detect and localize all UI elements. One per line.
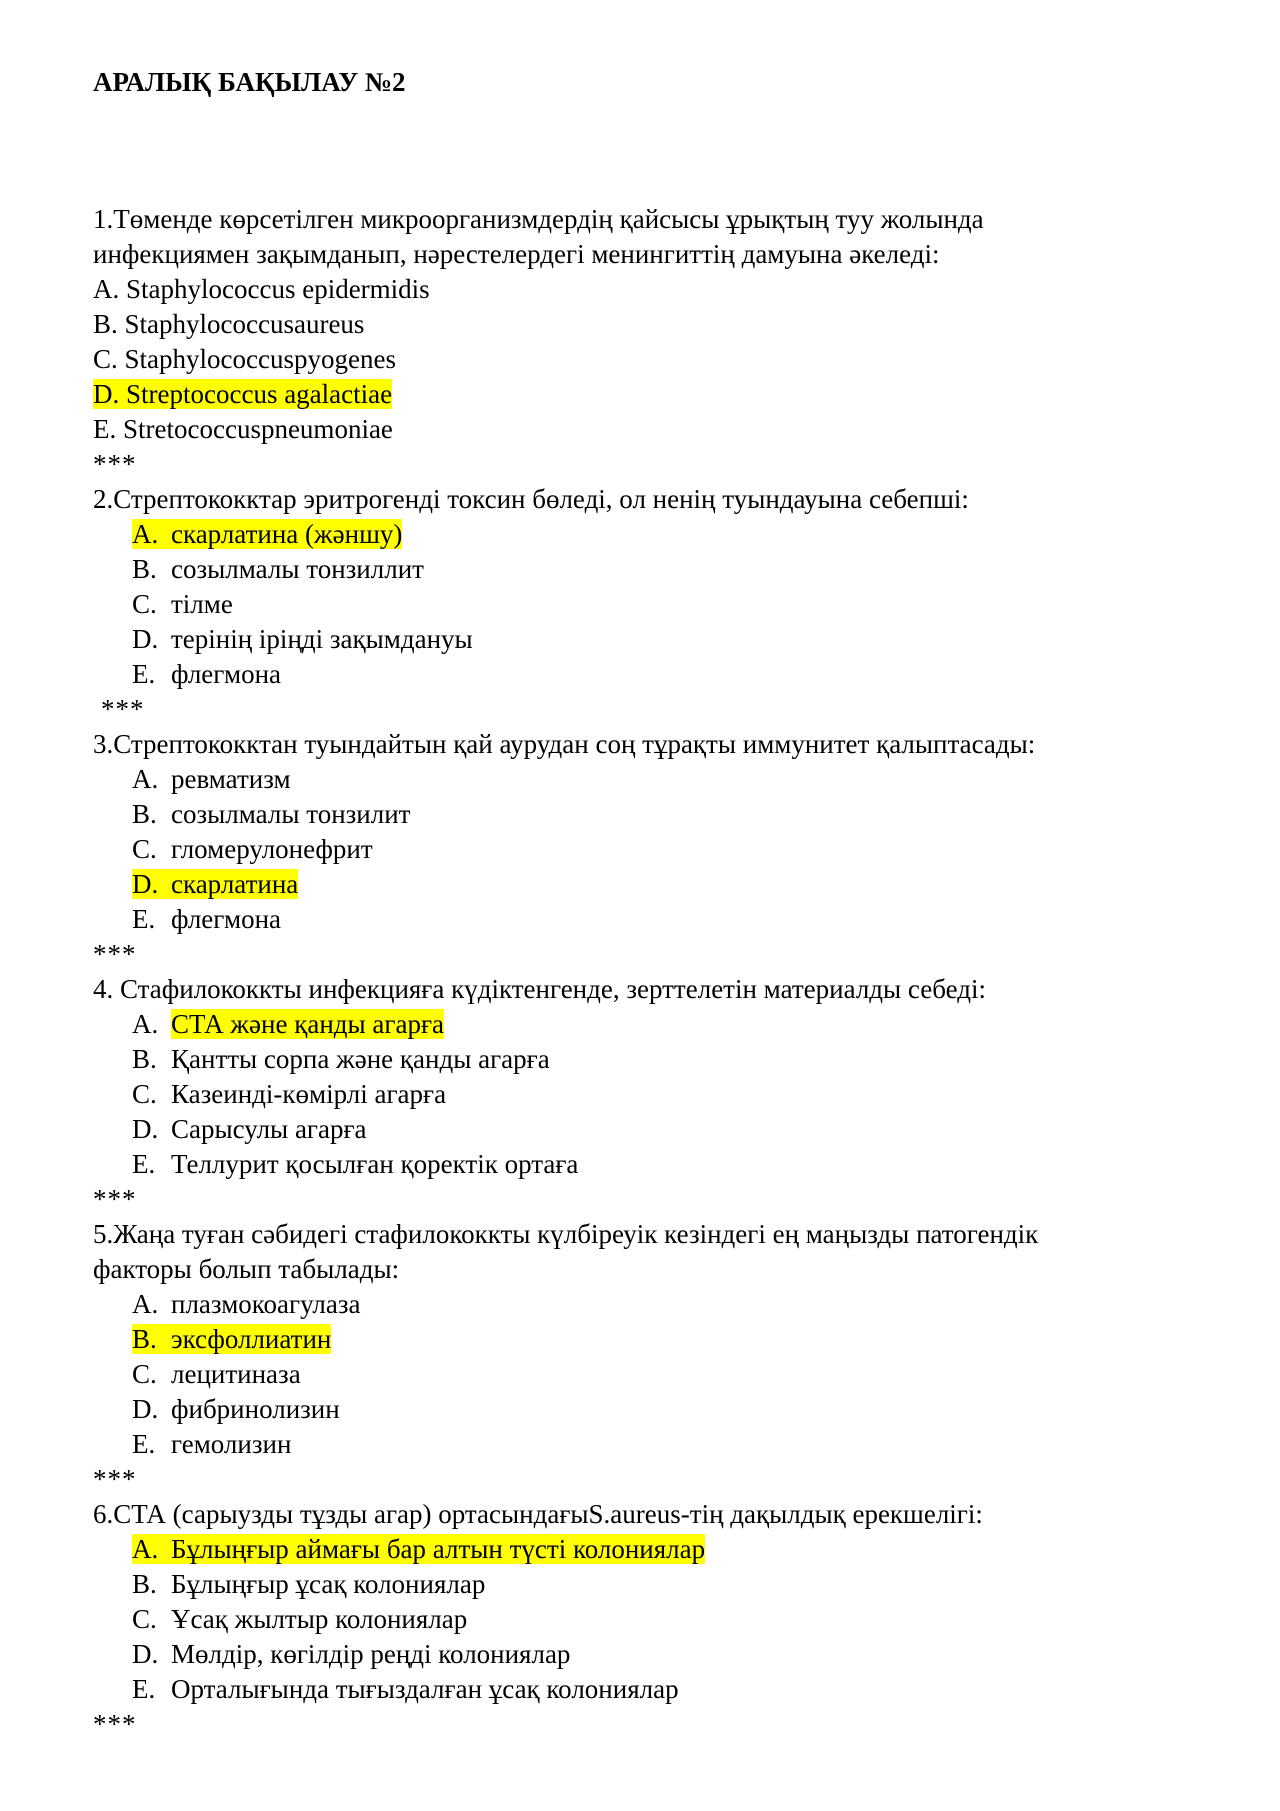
option-letter: A. xyxy=(132,1534,159,1564)
question-1-option-d-correct xyxy=(93,377,1193,412)
option-letter: A. xyxy=(132,1009,159,1039)
option-letter: D. xyxy=(132,1114,159,1144)
question-separator: *** xyxy=(93,1709,137,1739)
question-2-text-line-1: 2.Стрептококктар эритрогенді токсин бөледі, ол ненің туындауына себепші: xyxy=(93,484,969,514)
correct-answer-highlight xyxy=(132,519,402,549)
option-letter: E. xyxy=(132,659,156,689)
question-3-option-b xyxy=(93,797,1193,832)
question-2 xyxy=(93,482,1193,727)
question-separator: *** xyxy=(93,449,137,479)
option-letter: E. xyxy=(132,1674,156,1704)
option-letter: E. xyxy=(132,1429,156,1459)
question-3 xyxy=(93,727,1193,972)
option-letter: C. xyxy=(132,1359,157,1389)
option-letter: B. xyxy=(93,309,118,339)
option-letter: D. xyxy=(93,379,120,409)
question-5-option-c xyxy=(93,1357,1193,1392)
question-2-option-e xyxy=(93,657,1193,692)
option-text: фибринолизин xyxy=(171,1394,340,1424)
question-1-option-e xyxy=(93,412,1193,447)
option-letter: E. xyxy=(93,414,117,444)
option-letter: C. xyxy=(93,344,118,374)
option-letter: C. xyxy=(132,1079,157,1109)
question-3-option-c xyxy=(93,832,1193,867)
question-separator: *** xyxy=(93,939,137,969)
question-list xyxy=(93,202,1193,1742)
option-letter: D. xyxy=(132,1394,159,1424)
document-title: АРАЛЫҚ БАҚЫЛАУ №2 xyxy=(93,67,406,97)
option-text: Орталығында тығыздалған ұсақ колониялар xyxy=(171,1674,679,1704)
question-6-option-a-correct xyxy=(93,1532,1193,1567)
option-text: гломерулонефрит xyxy=(171,834,373,864)
option-letter: C. xyxy=(132,589,157,619)
option-text: Мөлдір, көгілдір реңді колониялар xyxy=(171,1639,571,1669)
correct-answer-highlight xyxy=(132,1324,331,1354)
question-5 xyxy=(93,1217,1193,1497)
option-letter: D. xyxy=(132,624,159,654)
question-3-option-a xyxy=(93,762,1193,797)
question-2-option-a-correct xyxy=(93,517,1193,552)
option-letter: B. xyxy=(132,799,157,829)
option-letter: A. xyxy=(93,274,120,304)
option-text: ревматизм xyxy=(171,764,291,794)
option-letter: E. xyxy=(132,904,156,934)
option-letter: C. xyxy=(132,1604,157,1634)
question-6-option-d xyxy=(93,1637,1193,1672)
option-text: Stretococcuspneumoniae xyxy=(123,414,393,444)
correct-answer-highlight xyxy=(132,1534,705,1564)
option-text: тілме xyxy=(171,589,233,619)
correct-answer-highlight xyxy=(171,1009,444,1039)
option-letter: A. xyxy=(132,1289,159,1319)
option-text: Staphylococcus epidermidis xyxy=(126,274,430,304)
question-1-text-line-2: инфекциямен зақымданып, нәрестелердегі менингиттің дамуына әкеледі: xyxy=(93,239,940,269)
option-text: гемолизин xyxy=(171,1429,292,1459)
question-1-text-line-1: 1.Төменде көрсетілген микроорганизмдердің қайсысы ұрықтың туу жолында xyxy=(93,204,984,234)
question-1-option-a xyxy=(93,272,1193,307)
option-text: скарлатина (жәншу) xyxy=(171,519,403,549)
question-4-option-b xyxy=(93,1042,1193,1077)
question-4-text-line-1: 4. Стафилококкты инфекцияға күдіктенгенде, зерттелетін материалды себеді: xyxy=(93,974,986,1004)
option-text: созылмалы тонзилит xyxy=(171,799,411,829)
option-letter: E. xyxy=(132,1149,156,1179)
question-4 xyxy=(93,972,1193,1217)
option-text: Ұсақ жылтыр колониялар xyxy=(171,1604,468,1634)
question-2-option-b xyxy=(93,552,1193,587)
question-6-text-line-1: 6.СТА (сарыузды тұзды агар) ортасындағыS.aureus-тің дақылдық ерекшелігі: xyxy=(93,1499,983,1529)
question-separator: *** xyxy=(93,1184,137,1214)
correct-answer-highlight xyxy=(93,379,392,409)
question-3-option-d-correct xyxy=(93,867,1193,902)
option-letter: D. xyxy=(132,1639,159,1669)
question-separator: *** xyxy=(93,1464,137,1494)
option-text: плазмокоагулаза xyxy=(171,1289,361,1319)
question-4-option-d xyxy=(93,1112,1193,1147)
option-text: Казеинді-көмірлі агарға xyxy=(171,1079,447,1109)
question-5-option-a xyxy=(93,1287,1193,1322)
question-4-option-e xyxy=(93,1147,1193,1182)
option-text: созылмалы тонзиллит xyxy=(171,554,424,584)
question-6-option-c xyxy=(93,1602,1193,1637)
question-6-option-b xyxy=(93,1567,1193,1602)
question-2-option-d xyxy=(93,622,1193,657)
option-letter: A. xyxy=(132,764,159,794)
option-letter: C. xyxy=(132,834,157,864)
option-text: Сарысулы агарға xyxy=(171,1114,367,1144)
question-3-text-line-1: 3.Стрептококктан туындайтын қай аурудан соң тұрақты иммунитет қалыптасады: xyxy=(93,729,1036,759)
option-text: Бұлыңғыр аймағы бар алтын түсті колониялар xyxy=(171,1534,706,1564)
option-text: Staphylococcusaureus xyxy=(124,309,365,339)
option-text: скарлатина xyxy=(171,869,299,899)
question-1 xyxy=(93,202,1193,482)
option-text: Streptococcus agalactiae xyxy=(126,379,393,409)
option-text: эксфоллиатин xyxy=(171,1324,332,1354)
option-text: Бұлыңғыр ұсақ колониялар xyxy=(171,1569,486,1599)
option-letter: A. xyxy=(132,519,159,549)
option-text: флегмона xyxy=(171,904,282,934)
option-letter: B. xyxy=(132,1044,157,1074)
question-6 xyxy=(93,1497,1193,1742)
option-letter: B. xyxy=(132,554,157,584)
question-2-option-c xyxy=(93,587,1193,622)
option-text: Теллурит қосылған қоректік ортаға xyxy=(171,1149,579,1179)
correct-answer-highlight xyxy=(132,869,298,899)
question-1-option-b xyxy=(93,307,1193,342)
option-text: лецитиназа xyxy=(171,1359,301,1389)
option-letter: B. xyxy=(132,1324,157,1354)
option-letter: B. xyxy=(132,1569,157,1599)
option-text: СТА және қанды агарға xyxy=(171,1009,445,1039)
question-5-option-d xyxy=(93,1392,1193,1427)
option-text: терінің іріңді зақымдануы xyxy=(171,624,473,654)
question-3-option-e xyxy=(93,902,1193,937)
question-5-option-e xyxy=(93,1427,1193,1462)
question-separator: *** xyxy=(101,694,145,724)
option-text: флегмона xyxy=(171,659,282,689)
question-5-text-line-2: факторы болып табылады: xyxy=(93,1254,400,1284)
question-4-option-a-correct xyxy=(93,1007,1193,1042)
question-1-option-c xyxy=(93,342,1193,377)
option-text: Қантты сорпа және қанды агарға xyxy=(171,1044,550,1074)
option-text: Staphylococcuspyogenes xyxy=(124,344,396,374)
question-5-text-line-1: 5.Жаңа туған сәбидегі стафилококкты күлбіреуік кезіндегі ең маңызды патогендік xyxy=(93,1219,1039,1249)
question-5-option-b-correct xyxy=(93,1322,1193,1357)
question-4-option-c xyxy=(93,1077,1193,1112)
question-6-option-e xyxy=(93,1672,1193,1707)
option-letter: D. xyxy=(132,869,159,899)
